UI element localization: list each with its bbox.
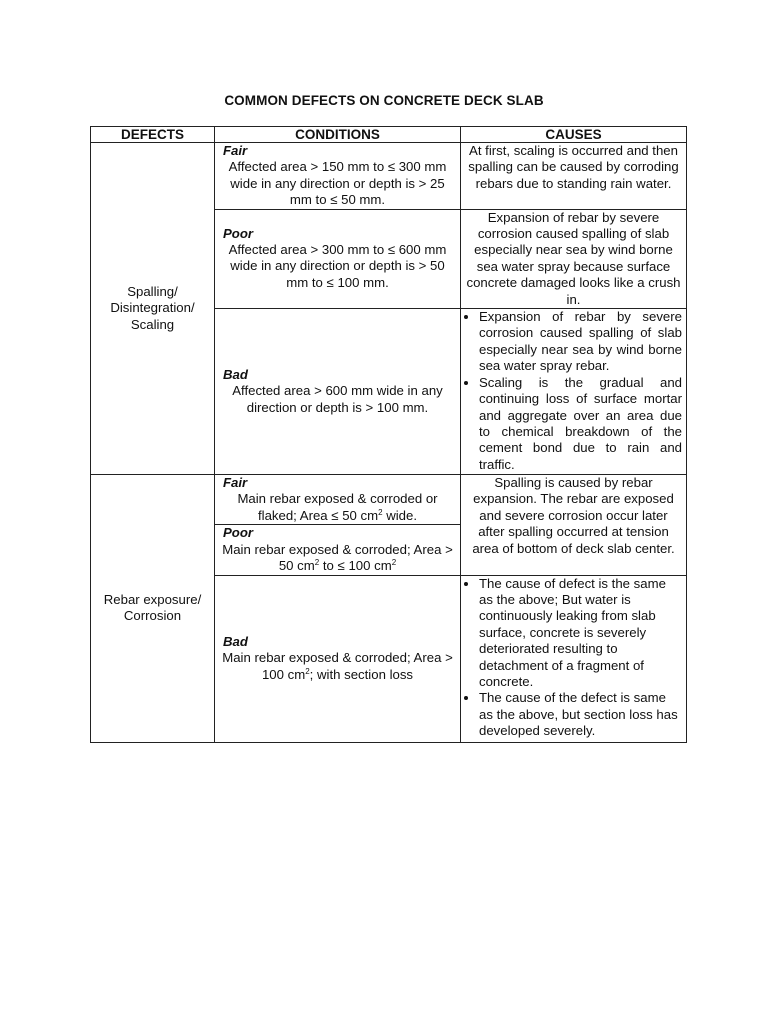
condition-cell [215,143,461,210]
list-item: • Expansion of rebar by severe corrosion caused spalling of slab especially near sea by wind borne sea water spray rebar. [479,309,682,375]
header-conditions: CONDITIONS [215,127,461,143]
condition-cell [215,209,461,308]
condition-text: Main rebar exposed & corroded; Area > 100 $cm^2$; with section loss [222,650,453,682]
header-causes: CAUSES [461,127,687,143]
severity-label: Bad [223,366,248,382]
cause-cell [461,575,687,742]
list-item: • The cause of defect is the same as the above; But water is continuously leaking from slab surface, concrete is severely deteriorated resulting to detachment of a fragment of concrete. [479,576,682,691]
cause-cell [461,309,687,475]
condition-cell [215,575,461,742]
table-row [91,475,687,525]
header-defects: DEFECTS [91,127,215,143]
severity-label: Poor [223,225,254,241]
condition-text: Affected area > 300 mm to ≤ 600 mm wide in any direction or depth is > 50 mm to ≤ 100 mm. [228,242,447,290]
list-item: • The cause of the defect is same as the above, but section loss has developed severely. [479,690,682,739]
condition-text: Affected area > 600 mm wide in any direction or depth is > 100 mm. [232,383,443,415]
table-header-row [91,127,687,143]
list-item: • Scaling is the gradual and continuing loss of surface mortar and aggregate over an area due to chemical breakdown of the cement bond due to rain and traffic. [479,375,682,473]
cause-cell: Expansion of rebar by severe corrosion caused spalling of slab especially near sea by wind borne sea water spray because surface concrete damaged looks like a crush in. [461,209,687,308]
page-title: COMMON DEFECTS ON CONCRETE DECK SLAB [224,93,544,108]
condition-text: Main rebar exposed & corroded or flaked; Area ≤ 50 $cm^2$ wide. [237,491,438,523]
cause-list [465,309,682,473]
condition-text: Main rebar exposed & corroded; Area > 50 $cm^2$ to ≤ 100 $cm^2$ [222,541,453,574]
severity-label: Poor [223,525,254,541]
defect-spalling: Spalling/ Disintegration/ Scaling [91,143,215,475]
condition-cell [215,475,461,525]
cause-cell: At first, scaling is occurred and then spalling can be caused by corroding rebars due to standing rain water. [461,143,687,210]
severity-label: Fair [223,475,248,491]
defects-table [90,126,687,743]
condition-text: Affected area > 150 mm to ≤ 300 mm wide in any direction or depth is > 25 mm to ≤ 50 mm. [228,159,447,208]
table-row [91,143,687,210]
severity-label: Bad [223,633,248,649]
cause-cell: Spalling is caused by rebar expansion. The rebar are exposed and severe corrosion occur later after spalling occurred at tension area of bottom of deck slab center. [461,475,687,575]
condition-cell [215,309,461,475]
severity-label: Fair [223,143,248,158]
defect-rebar: Rebar exposure/ Corrosion [91,475,215,742]
condition-cell [215,525,461,575]
cause-list [465,576,682,740]
